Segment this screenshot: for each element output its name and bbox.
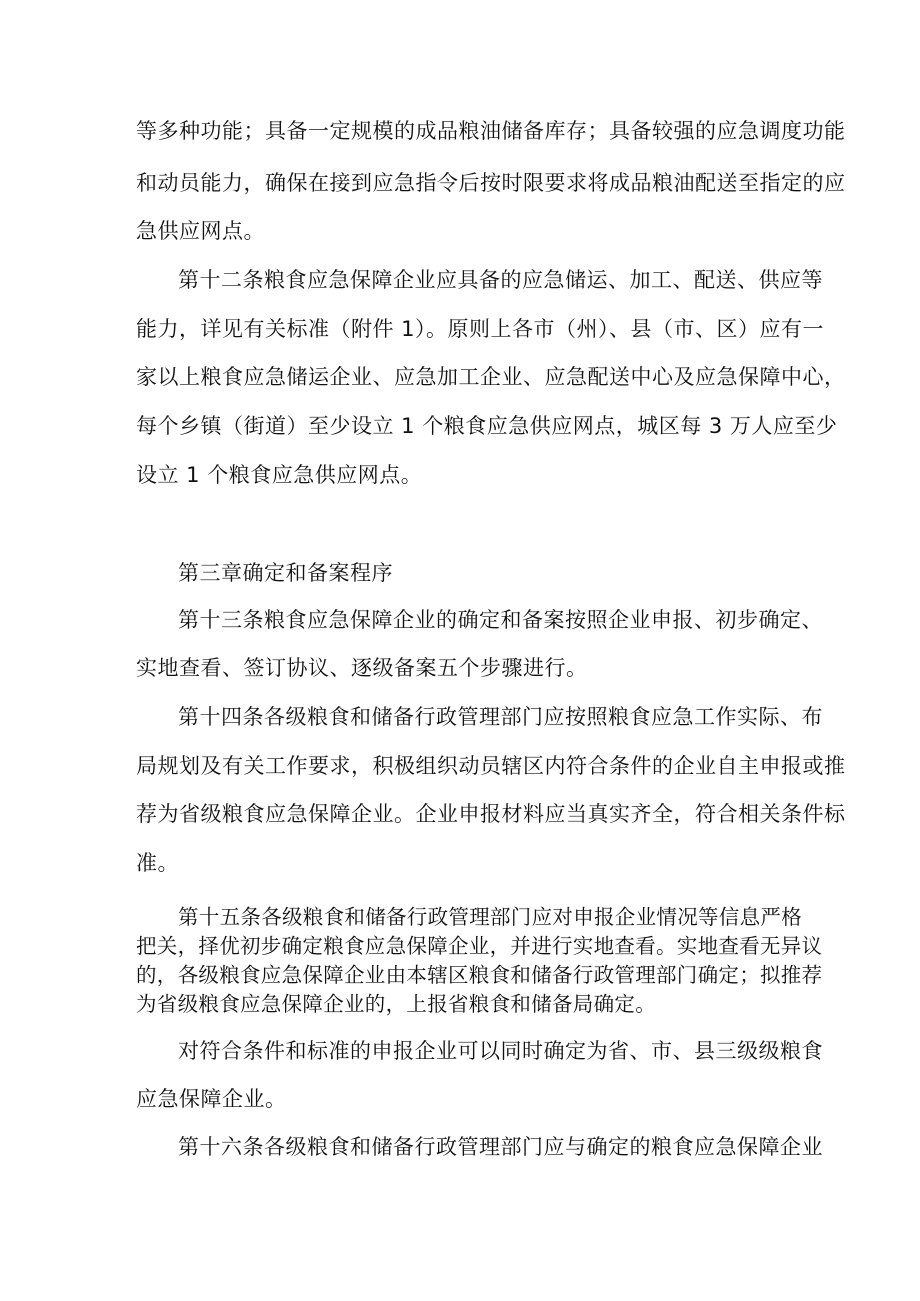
text-line: 和动员能力，确保在接到应急指令后按时限要求将成品粮油配送至指定的应 — [136, 171, 846, 195]
text-line: 急供应网点。 — [136, 219, 265, 243]
text-line: 局规划及有关工作要求，积极组织动员辖区内符合条件的企业自主申报或推 — [136, 754, 846, 778]
text-line: 能力，详见有关标准（附件 1）。原则上各市（州）、县（市、区）应有一 — [136, 317, 825, 341]
text-line: 设立 1 个粮食应急供应网点。 — [136, 463, 423, 487]
text-line: 应急保障企业。 — [136, 1087, 287, 1111]
article-heading-line: 第十五条各级粮食和储备行政管理部门应对申报企业情况等信息严格 — [178, 905, 802, 929]
text-line: 准。 — [136, 851, 179, 875]
article-heading-line: 第十六条各级粮食和储备行政管理部门应与确定的粮食应急保障企业 — [178, 1135, 823, 1159]
article-heading-line: 第十四条各级粮食和储备行政管理部门应按照粮食应急工作实际、布 — [178, 705, 823, 729]
text-line: 为省级粮食应急保障企业的，上报省粮食和储备局确定。 — [136, 992, 656, 1016]
text-line: 实地查看、签订协议、逐级备案五个步骤进行。 — [136, 656, 588, 680]
text-line: 把关，择优初步确定粮食应急保障企业，并进行实地查看。实地查看无异议 — [136, 934, 823, 958]
article-heading-line: 第十三条粮食应急保障企业的确定和备案按照企业申报、初步确定、 — [178, 608, 823, 632]
text-line: 每个乡镇（街道）至少设立 1 个粮食应急供应网点，城区每 3 万人应至少 — [136, 414, 838, 438]
text-line: 等多种功能；具备一定规模的成品粮油储备库存；具备较强的应急调度功能 — [136, 119, 846, 143]
text-line: 家以上粮食应急储运企业、应急加工企业、应急配送中心及应急保障中心， — [136, 365, 846, 389]
chapter-title: 第三章确定和备案程序 — [178, 561, 393, 585]
article-heading-line: 第十二条粮食应急保障企业应具备的应急储运、加工、配送、供应等 — [178, 268, 823, 292]
text-line: 荐为省级粮食应急保障企业。企业申报材料应当真实齐全，符合相关条件标 — [136, 802, 846, 826]
text-line: 的，各级粮食应急保障企业由本辖区粮食和储备行政管理部门确定；拟推荐 — [136, 963, 823, 987]
text-line: 对符合条件和标准的申报企业可以同时确定为省、市、县三级级粮食 — [178, 1039, 823, 1063]
